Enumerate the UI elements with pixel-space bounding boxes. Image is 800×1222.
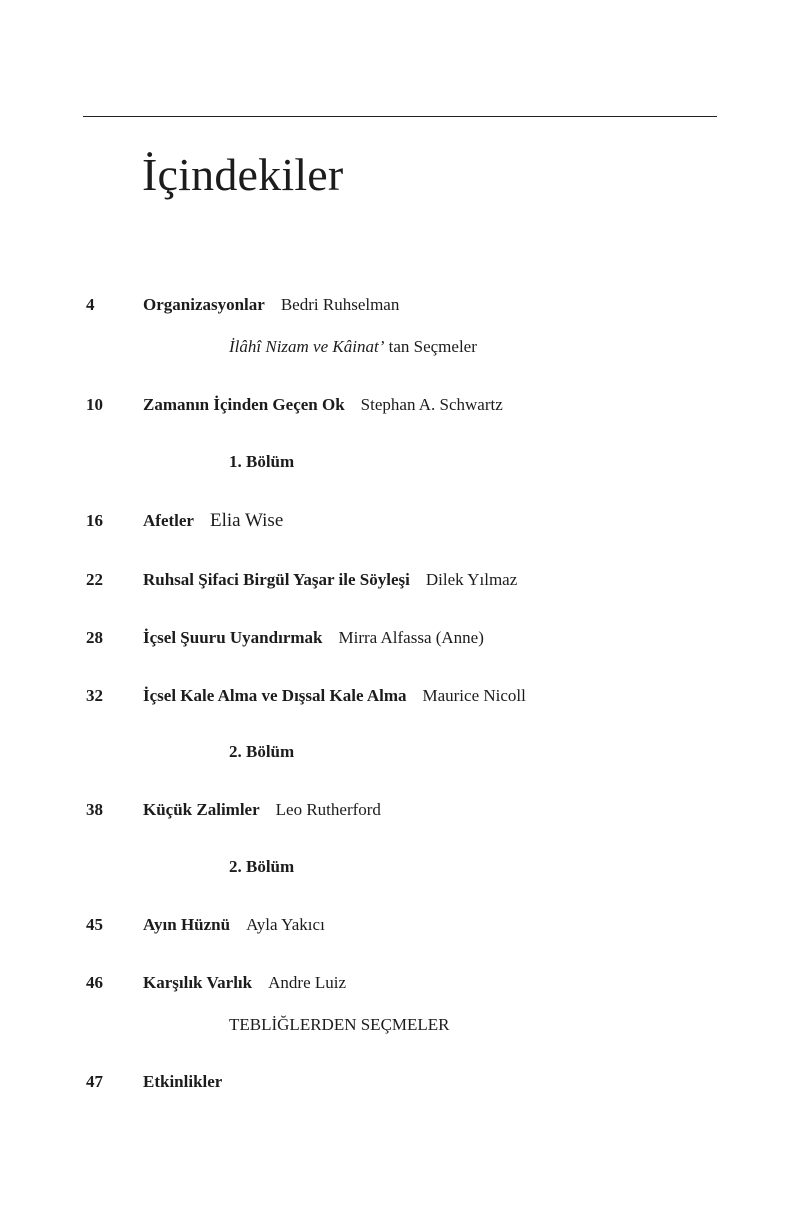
toc-sub-rest: tan Seçmeler — [384, 337, 477, 356]
toc-title: Afetler — [143, 511, 194, 530]
toc-page-number: 38 — [86, 800, 103, 819]
toc-author: Elia Wise — [209, 510, 284, 531]
toc-page-number: 4 — [86, 295, 95, 314]
toc-title: Karşılık Varlık — [143, 973, 253, 992]
toc-author: Ayla Yakıcı — [246, 915, 325, 934]
toc-part-label: 2. Bölüm — [229, 857, 295, 876]
toc-page-number: 45 — [86, 915, 103, 934]
toc-title: İçsel Şuuru Uyandırmak — [143, 628, 323, 647]
toc-title: Küçük Zalimler — [143, 800, 260, 819]
toc-title: Zamanın İçinden Geçen Ok — [143, 395, 345, 414]
toc-author: Bedri Ruhselman — [280, 295, 400, 314]
toc-title: Organizasyonlar — [143, 295, 265, 314]
toc-page-number: 32 — [86, 686, 103, 705]
toc-title: Etkinlikler — [143, 1072, 223, 1091]
toc-page-number: 47 — [86, 1072, 103, 1091]
toc-section-label: TEBLİĞLERDEN SEÇMELER — [229, 1015, 450, 1034]
toc-sub-italic: İlâhî Nizam ve Kâinat’ — [229, 337, 385, 356]
toc-page-number: 46 — [86, 973, 103, 992]
toc-author: Mirra Alfassa (Anne) — [338, 628, 484, 647]
toc-page-number: 16 — [86, 511, 103, 530]
toc-part-label: 2. Bölüm — [229, 742, 295, 761]
toc-author: Andre Luiz — [268, 973, 347, 992]
toc-page-number: 10 — [86, 395, 103, 414]
toc-part-label: 1. Bölüm — [229, 452, 295, 471]
toc-author: Dilek Yılmaz — [425, 570, 518, 589]
toc-author: Leo Rutherford — [275, 800, 381, 819]
toc-title: Ayın Hüznü — [143, 915, 231, 934]
toc-author: Maurice Nicoll — [422, 686, 526, 705]
page-title: İçindekiler — [142, 149, 344, 200]
toc-page-number: 22 — [86, 570, 103, 589]
toc-author: Stephan A. Schwartz — [360, 395, 503, 414]
toc-page-number: 28 — [86, 628, 103, 647]
toc-title: İçsel Kale Alma ve Dışsal Kale Alma — [143, 686, 407, 705]
top-rule — [83, 116, 717, 117]
toc-title: Ruhsal Şifaci Birgül Yaşar ile Söyleşi — [143, 570, 410, 589]
